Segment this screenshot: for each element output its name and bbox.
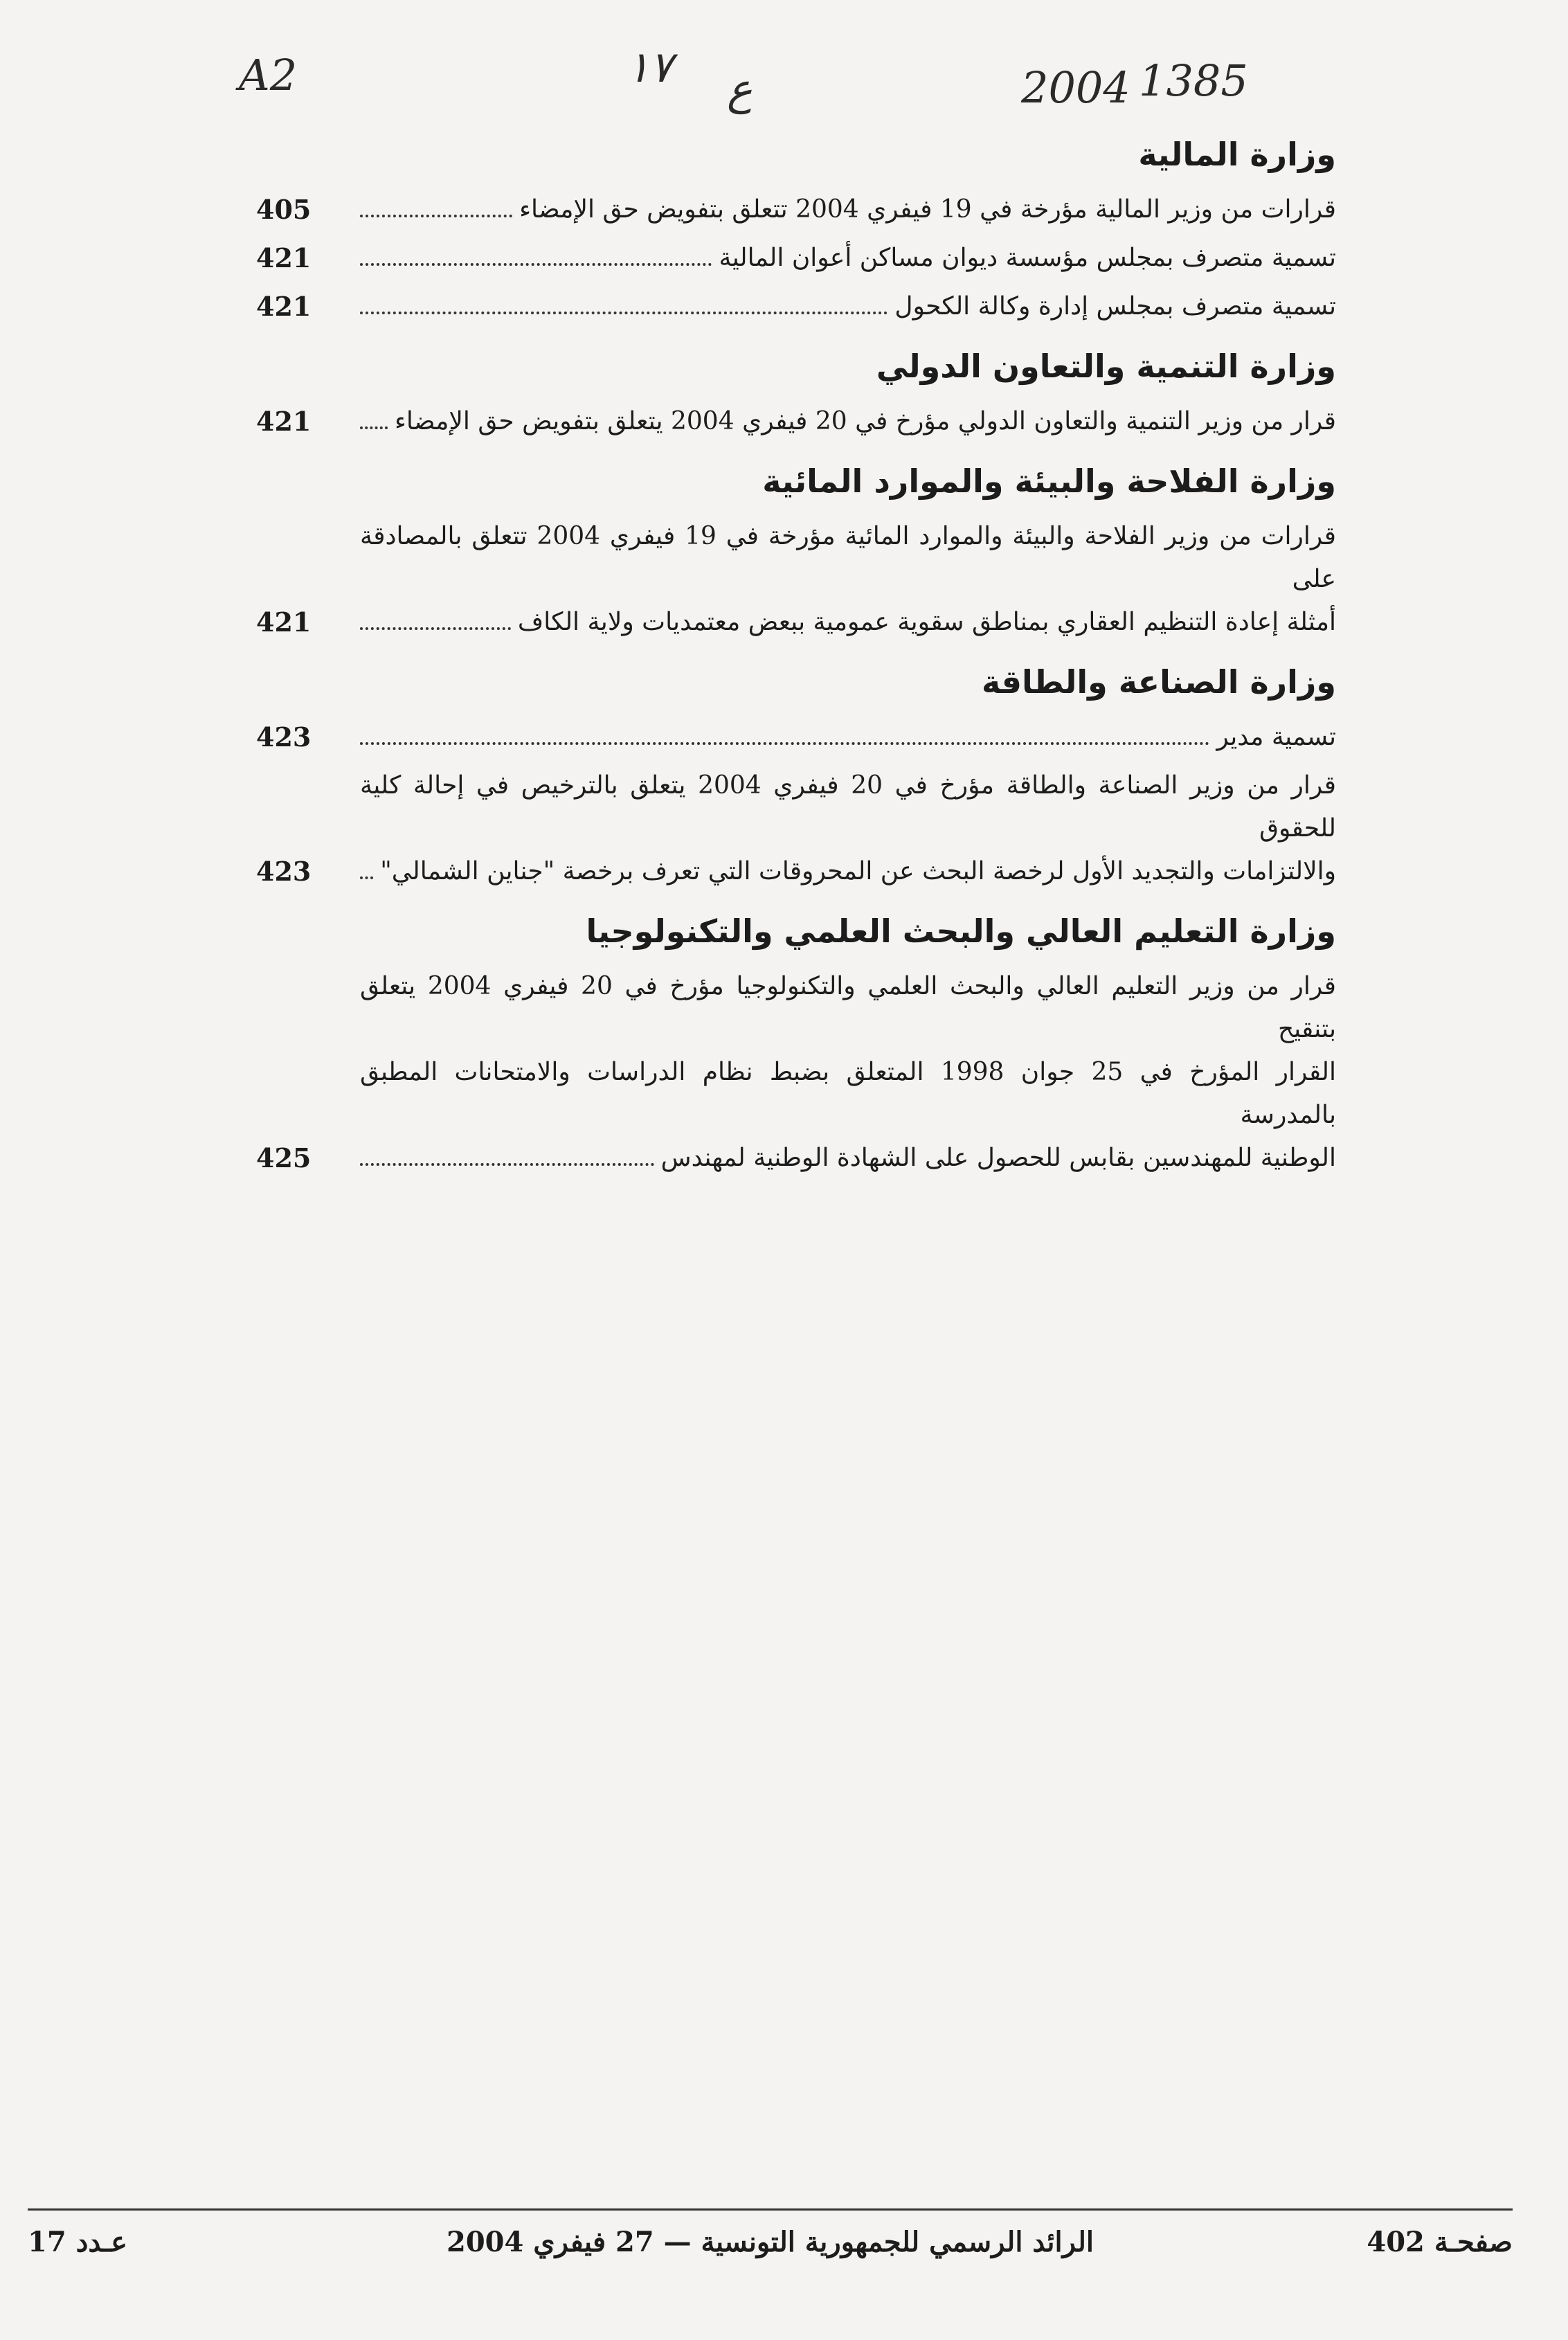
section-title: وزارة الصناعة والطاقة bbox=[982, 663, 1336, 701]
page-number: صفحـة 402 bbox=[1367, 2226, 1513, 2258]
dot-leader bbox=[360, 1163, 654, 1166]
toc-section bbox=[256, 457, 1336, 644]
entry-page-number: 405 bbox=[256, 194, 312, 225]
toc-entry bbox=[256, 965, 1336, 1180]
entry-page-number: 425 bbox=[256, 1142, 312, 1173]
entry-line bbox=[360, 601, 1336, 644]
toc-entry bbox=[256, 237, 1336, 280]
toc-section bbox=[256, 130, 1336, 328]
dot-leader bbox=[360, 742, 1209, 745]
section-title: وزارة المالية bbox=[1138, 136, 1336, 173]
entry-text: والالتزامات والتجديد الأول لرخصة البحث عن المحروقات التي تعرف برخصة "جناين الشمالي" bbox=[380, 857, 1336, 885]
section-title: وزارة التنمية والتعاون الدولي bbox=[876, 348, 1336, 385]
entry-line: قرارات من وزير الفلاحة والبيئة والموارد المائية مؤرخة في 19 فيفري 2004 تتعلق بالمصادقة على bbox=[360, 522, 1336, 593]
entry-line bbox=[360, 237, 1336, 280]
handwritten-reference: 1385 bbox=[1139, 55, 1248, 106]
toc-entry bbox=[256, 764, 1336, 893]
handwritten-year: 2004 bbox=[1021, 62, 1130, 113]
section-title: وزارة الفلاحة والبيئة والموارد المائية bbox=[762, 462, 1336, 500]
section-title: وزارة التعليم العالي والبحث العلمي والتكنولوجيا bbox=[586, 912, 1336, 950]
entry-line: قرار من وزير الصناعة والطاقة مؤرخ في 20 فيفري 2004 يتعلق بالترخيص في إحالة كلية للحقوق bbox=[360, 771, 1336, 843]
dot-leader bbox=[360, 312, 887, 314]
entry-page-number: 423 bbox=[256, 721, 312, 753]
dot-leader bbox=[360, 426, 388, 429]
entry-page-number: 421 bbox=[256, 406, 312, 437]
entry-text: قرارات من وزير المالية مؤرخة في 19 فيفري 2004 تتعلق بتفويض حق الإمضاء bbox=[519, 195, 1336, 224]
footer-rule bbox=[28, 2208, 1513, 2211]
toc-section bbox=[256, 907, 1336, 1180]
entry-line: قرار من وزير التعليم العالي والبحث العلمي والتكنولوجيا مؤرخ في 20 فيفري 2004 يتعلق بتنقيح bbox=[360, 972, 1336, 1043]
dot-leader bbox=[360, 263, 712, 266]
entry-text: قرار من وزير التنمية والتعاون الدولي مؤرخ في 20 فيفري 2004 يتعلق بتفويض حق الإمضاء bbox=[395, 407, 1336, 435]
toc-entry bbox=[256, 285, 1336, 328]
toc-entry bbox=[256, 515, 1336, 644]
entry-page-number: 421 bbox=[256, 291, 312, 322]
entry-line bbox=[360, 400, 1336, 443]
entry-line bbox=[360, 716, 1336, 759]
entry-page-number: 421 bbox=[256, 242, 312, 273]
issue-number: عـدد 17 bbox=[28, 2226, 127, 2258]
entry-text: أمثلة إعادة التنظيم العقاري بمناطق سقوية عمومية ببعض معتمديات ولاية الكاف bbox=[517, 608, 1336, 636]
entry-page-number: 423 bbox=[256, 856, 312, 887]
dot-leader bbox=[360, 627, 511, 630]
dot-leader bbox=[360, 876, 373, 879]
entry-text: تسمية متصرف بمجلس مؤسسة ديوان مساكن أعوان المالية bbox=[719, 244, 1336, 272]
handwritten-code: A2 bbox=[239, 50, 298, 100]
toc-entry bbox=[256, 400, 1336, 443]
handwritten-issue-number: ١٧ bbox=[627, 42, 673, 92]
page-footer bbox=[28, 2226, 1513, 2274]
entry-line bbox=[360, 1137, 1336, 1180]
entry-line bbox=[360, 285, 1336, 328]
entry-text: الوطنية للمهندسين بقابس للحصول على الشهادة الوطنية لمهندس bbox=[660, 1144, 1336, 1172]
toc-section bbox=[256, 658, 1336, 893]
table-of-contents bbox=[256, 125, 1336, 1194]
dot-leader bbox=[360, 215, 512, 217]
journal-title: الرائد الرسمي للجمهورية التونسية — 27 فيفري 2004 bbox=[447, 2226, 1094, 2258]
toc-entry bbox=[256, 188, 1336, 231]
entry-text: تسمية متصرف بمجلس إدارة وكالة الكحول bbox=[894, 292, 1336, 321]
entry-line: القرار المؤرخ في 25 جوان 1998 المتعلق بضبط نظام الدراسات والامتحانات المطبق بالمدرسة bbox=[360, 1058, 1337, 1129]
entry-line bbox=[360, 188, 1336, 231]
entry-page-number: 421 bbox=[256, 606, 312, 638]
entry-line bbox=[360, 850, 1336, 893]
toc-entry bbox=[256, 716, 1336, 759]
handwritten-letter: ع bbox=[727, 64, 753, 114]
entry-text: تسمية مدير bbox=[1216, 723, 1336, 751]
toc-section bbox=[256, 342, 1336, 443]
